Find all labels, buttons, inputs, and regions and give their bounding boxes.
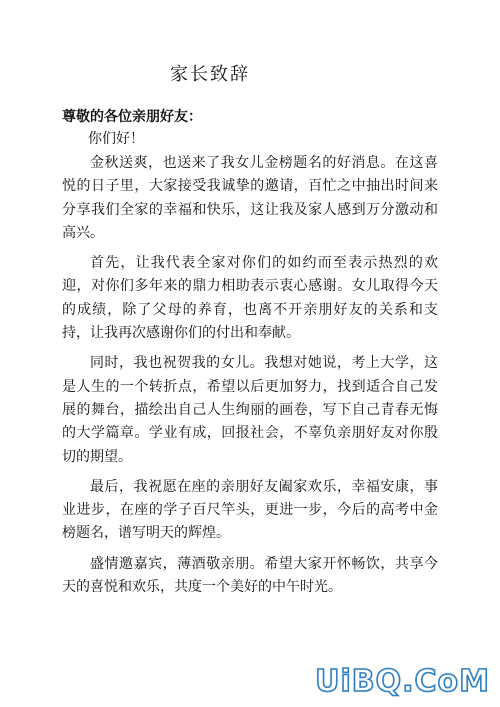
paragraph-congratulations: 同时，我也祝贺我的女儿。我想对她说，考上大学，这是人生的一个转折点，希望以后更加努力，找到适合自己发展的舞台，描绘出自己人生绚丽的画卷，写下自己青春无悔的大学篇章。学业有成，回报社会，不辜负亲朋好友对你殷切的期望。: [62, 355, 438, 465]
paragraph-toast: 盛情邀嘉宾，薄酒敬亲朋。希望大家开怀畅饮，共享今天的喜悦和欢乐，共度一个美好的中午时光。: [62, 555, 438, 596]
paragraph-wishes: 最后，我祝愿在座的亲朋好友阖家欢乐，幸福安康，事业进步，在座的学子百尺竿头，更进一步，今后的高考中金榜题名，谱写明天的辉煌。: [62, 478, 438, 542]
document-title: 家长致辞: [170, 64, 250, 85]
paragraph-welcome: 金秋送爽，也送来了我女儿金榜题名的好消息。在这喜悦的日子里，大家接受我诚挚的邀请，百忙之中抽出时间来分享我们全家的幸福和快乐，这让我及家人感到万分激动和高兴。: [62, 155, 438, 241]
greeting: 你们好！: [88, 131, 144, 147]
paragraph-thanks: 首先，让我代表全家对你们的如约而至表示热烈的欢迎，对你们多年来的鼎力相助表示衷心感谢。女儿取得今天的成绩，除了父母的养育，也离不开亲朋好友的关系和支持，让我再次感谢你们的付出和奉献。: [62, 255, 438, 342]
watermark-logo: UiBQ.CoM: [315, 664, 490, 699]
document-body: [62, 152, 438, 606]
salutation: 尊敬的各位亲朋好友：: [62, 109, 202, 125]
